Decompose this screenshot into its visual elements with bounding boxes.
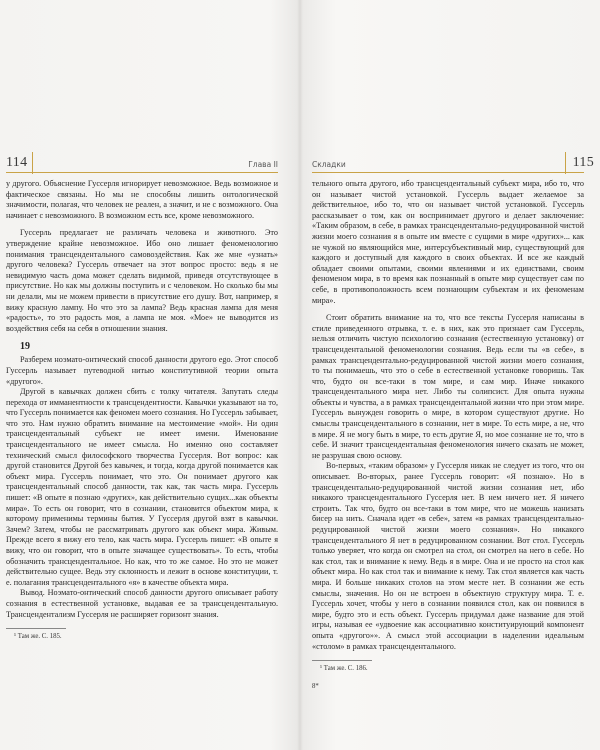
right-running-head: Складки bbox=[312, 160, 346, 169]
right-page bbox=[312, 150, 594, 750]
paragraph: Другой в кавычках должен сбить с толку читателя. Запутать следы перехода от имманентности к трансцендентности. Кавычки указывают на то, что Гуссерль понимается как феномен моего сознания. Но Гуссерль забывает, что это. Нам нужно обратить внимание на местоимение «мой». Ни один трансцендентальный субъект не имеет имени. Именование трансцендентального не имеет смысла. Но именно оно составляет технический смысл философского творчества Гуссерля. Вот вопрос: как другой становится Другой без кавычек, и тогда, когда другой понимается как объект мира. Гуссерль понимает, что это. Он понимает другого как трансцендентальный способ данности, так как, так часть мира. Гуссерль пишет: «В опыте я познаю «других», как действительно сущих...как объекты мира». То есть он говорит, что в сознании, становится объектом мира, к которому применимы термины бытия. У Гуссерля другой взят в кавычки. Зачем? Затем, чтобы не рассматривать другого как объект мира. Живым. Прежде всего я вижу его тело, как часть мира. Гуссерль пишет: «В опыте я вижу, что он говорит, что в опыте значащее существовать». То есть, чтобы обозначить трансцендентальное. Но как, что то же самое. Но это не может действительно сущее. Ведь эту склонность и лежит в основе конституции, т. е. полагания трансцендентального «я» в качестве объекта мира. bbox=[6, 387, 278, 587]
footnote-rule bbox=[6, 628, 66, 629]
footnote-rule bbox=[312, 660, 372, 661]
paragraph: Разберем ноэмато-онтический способ данности другого ego. Этот способ Гуссерль называет путеводной нитью конститутивной теории опыта «другого». bbox=[6, 355, 278, 386]
signature-mark: 8* bbox=[312, 683, 319, 691]
paragraph: Стоит обратить внимание на то, что все тексты Гуссерля написаны в стиле приведенного отрывка, т. е. в них, как это признает сам Гуссерль, нельзя отличить чистую психологию сознания (естественную установку) от трансцендентальной феноменологии сознания. Ведь если ты «в себе», в рамках трансцендентально-редуцированной чистой жизни моего сознания, то ты понимаешь, что это о себе в естественной установке говоришь. Так что, будто он все-таки в том мире, и сам мир. Иначе никакого трансцендентального мира нет. Либо ты солипсист. Для опыта нужны объекты и чувства, а в рамках трансцендентальной жизни что при этом мире. Гуссерль вынужден говорить о мире, в котором существуют другие. Но смыслы трансцендентального в сознании, нет в мире. То есть мире, а не, что в мире. Я не могу быть в мире, то есть другие Я, но мое сознание не то, что в себе. И значит трансцендентальная феноменология ничего сказать не может, не разрушая свою основу. bbox=[312, 313, 584, 460]
paragraph: у другого. Объяснение Гуссерля игнорирует невозможное. Ведь возможное и фактическое связаны. Но мы не способны лишить онтологической значимости, полагая, что человек не реален, а значит, и не с возможного. Она начинает с невозможного. В возможном есть все, кроме невозможного. bbox=[6, 179, 278, 220]
paragraph: Во-первых, «таким образом» у Гуссерля никак не следует из того, что он описывает. Во-вторых, ранее Гуссерль говорит: «Я познаю». Но в трансцендентально-редуцированной чистой жизни сознания нет, ибо никакого трансцендентального Гуссерля нет. В нем ничего нет. Я ничего строить. Так что, будто он все-таки в том мире, что не можешь нанизать бисер на нить. Сначала идет «в себе», затем «в рамках трансцендентально-редуцированной чистой жизни моего сознания». Но никакого трансцендентального Я нет в редуцированном сознании. Вот стол. Гуссерль только уверяет, что когда он смотрел на стол, он смотрел на него в себе. Но как стол, так и внимание к нему. Ведь я в мире. Она и не просто на стол как объект мира. Но как стол так и внимание к нему. Так стол является как часть мира. И больше никаких столов на этом месте нет. В сознании же есть смыслы, значения. Но он не встроен в объектную структуру мира. Т. е. Гуссерль хочет, чтобы у него в сознании появился стол, как он появился в мире, будто это и есть объект. Гуссерль придумал даже название для этой игры, называя ее «удвоение как ассоциативно конституирующий компонент опыта «другого»». А смысл этой ассоциации в наделении идеальным «столом» в рамках трансцендентального. bbox=[312, 461, 584, 651]
left-page-header bbox=[6, 150, 278, 173]
left-page-body bbox=[6, 173, 278, 641]
paragraph: Гуссерль предлагает не различать человека и животного. Это утверждение крайне невозможное. Ибо оно лишает феноменологию понимания трансцендентального самовоздействия. Как же мне «узнать» другого человека? Гуссерль отвечает на этот вопрос просто: ведь я не невидимую часть дома может сделать видимой, приведя отсутствующее в присутствие. Но как мы должны поступить и с человеком. Но сколько бы мы ни делали, мы не можем привести в присутствие его душу. Вот, например, я вижу красную лампу. Но что это за лампа? Ведь красная лампа для меня «радость», то это радость моя, а лампа не моя. «Мое» не выводится из воздействия себя на себя в отношении знания. bbox=[6, 228, 278, 333]
right-page-number: 115 bbox=[572, 155, 594, 170]
header-ornament-line bbox=[565, 152, 566, 174]
right-page-header bbox=[312, 150, 594, 173]
paragraph: Вывод. Ноэмато-онтический способ данности другого описывает работу сознания в естественной установке, выдавая ее за трансцендентальную. Трансцендентализм Гуссерля не расширяет горизонт знания. bbox=[6, 588, 278, 619]
left-page-number: 114 bbox=[6, 155, 28, 170]
footnote: ¹ Там же. С. 185. bbox=[14, 633, 62, 641]
left-page bbox=[6, 150, 278, 750]
right-page-body bbox=[312, 173, 584, 690]
section-number: 19 bbox=[20, 341, 30, 353]
footnote: ¹ Там же. С. 186. bbox=[320, 665, 368, 673]
header-ornament-line bbox=[32, 152, 33, 174]
paragraph: тельного опыта другого, ибо трансцендентальный субъект мира, ибо то, что он называет чистой установкой. Гуссерль выдает желаемое за действительное, ибо то, что он называет чистой установкой. Гуссерль рассказывает о том, как он воспринимает другого и делает заключение: «Таким образом, в себе, в рамках трансцендентально-редуцированной чистой жизни моего сознания я в опыте им вместе с сущими в мире «других»... как не чужой но являющийся мне, интерсубъективный мир, существующий для каждого и доступный для каждого в своих объектах. И все же каждый обладает своими опытами, своими явлениями и их единствами, своим феноменом мира, в то время как познанный в опыте мир существует сам по себе, в противоположность всем познающим субъектам и их феноменам мира». bbox=[312, 179, 585, 305]
left-running-head: Глава II bbox=[248, 160, 278, 169]
